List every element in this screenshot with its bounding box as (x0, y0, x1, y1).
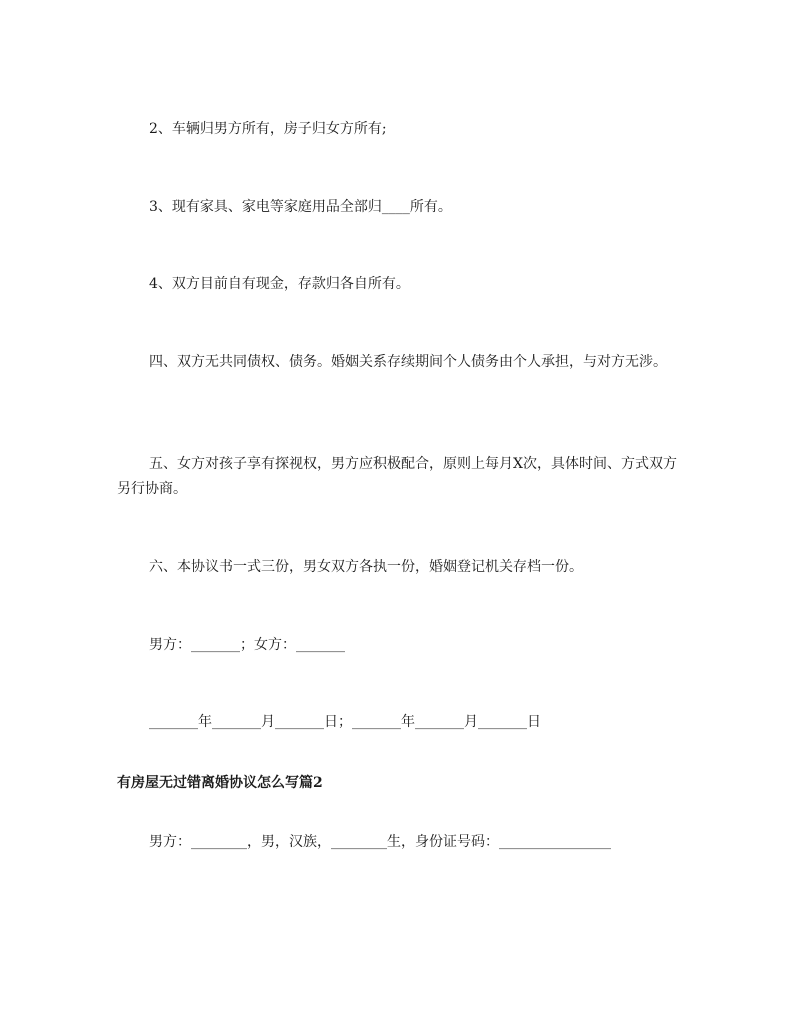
paragraph-copies: 六、本协议书一式三份，男女双方各执一份，婚姻登记机关存档一份。 (149, 559, 583, 575)
paragraph-furniture: 3、现有家具、家电等家庭用品全部归____所有。 (149, 199, 452, 215)
paragraph-vehicle-house: 2、车辆归男方所有，房子归女方所有; (149, 121, 387, 137)
paragraph-debts: 四、双方无共同债权、债务。婚姻关系存续期间个人债务由个人承担，与对方无涉。 (149, 354, 667, 370)
signature-line: 男方：_______；女方：_______ (149, 637, 345, 653)
date-line: _______年_______月_______日；_______年_______月_______日 (149, 714, 541, 730)
paragraph-cash-savings: 4、双方目前自有现金，存款归各自所有。 (149, 276, 410, 292)
party-info-line: 男方：________，男，汉族，________生，身份证号码：________________ (149, 834, 611, 850)
paragraph-visitation: 五、女方对孩子享有探视权，男方应积极配合，原则上每月X次，具体时间、方式双方另行协商。 (117, 456, 677, 497)
section-heading: 有房屋无过错离婚协议怎么写篇2 (117, 775, 323, 791)
